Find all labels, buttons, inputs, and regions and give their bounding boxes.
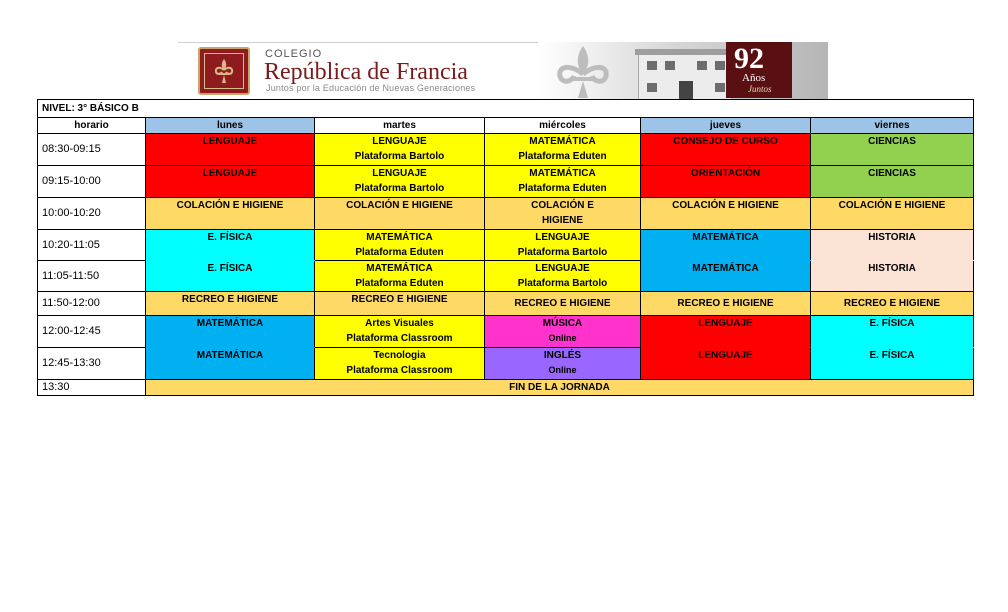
time-cell: 13:30 bbox=[38, 380, 146, 396]
time-cell: 11:05-11:50 bbox=[38, 261, 146, 292]
class-cell bbox=[315, 134, 485, 166]
class-cell bbox=[641, 134, 811, 166]
break-cell bbox=[315, 292, 485, 316]
class-cell bbox=[485, 316, 641, 348]
class-cell bbox=[485, 348, 641, 380]
class-cell bbox=[811, 261, 974, 292]
time-cell: 09:15-10:00 bbox=[38, 166, 146, 198]
school-name: República de Francia bbox=[264, 59, 468, 85]
subject-label: E. FÍSICA bbox=[207, 263, 253, 274]
subject-label: MATEMÁTICA bbox=[196, 350, 264, 361]
class-cell bbox=[811, 166, 974, 198]
time-cell: 11:50-12:00 bbox=[38, 292, 146, 316]
table-row bbox=[38, 198, 974, 230]
class-cell bbox=[485, 166, 641, 198]
break-label: COLACIÓN E HIGIENE bbox=[672, 200, 779, 211]
subject-label: E. FÍSICA bbox=[207, 232, 253, 243]
table-row bbox=[38, 261, 974, 292]
time-cell: 12:45-13:30 bbox=[38, 348, 146, 380]
platform-label: Plataforma Bartolo bbox=[517, 247, 608, 258]
class-cell bbox=[641, 316, 811, 348]
class-cell bbox=[315, 230, 485, 261]
class-cell bbox=[315, 166, 485, 198]
subject-label: LENGUAJE bbox=[535, 263, 590, 274]
break-label: RECREO E HIGIENE bbox=[181, 294, 279, 305]
class-cell bbox=[146, 316, 315, 348]
end-of-day-label: FIN DE LA JORNADA bbox=[509, 382, 610, 393]
break-label: COLACIÓN E HIGIENE bbox=[346, 200, 453, 211]
time-cell: 08:30-09:15 bbox=[38, 134, 146, 166]
column-header-lunes: lunes bbox=[146, 118, 315, 134]
school-label: COLEGIO bbox=[265, 48, 323, 60]
class-cell bbox=[146, 261, 315, 292]
subject-label: MATEMÁTICA bbox=[366, 232, 433, 243]
table-row bbox=[38, 348, 974, 380]
subject-label: E. FÍSICA bbox=[869, 350, 915, 361]
break-label: RECREO E HIGIENE bbox=[514, 298, 611, 309]
break-label: RECREO E HIGIENE bbox=[843, 298, 941, 309]
break-cell bbox=[146, 292, 315, 316]
subject-label: E. FÍSICA bbox=[869, 318, 915, 329]
level-title: NIVEL: 3° BÁSICO B bbox=[38, 100, 974, 118]
column-header-horario: horario bbox=[38, 118, 146, 134]
table-row bbox=[38, 380, 974, 396]
subject-label: HISTORIA bbox=[868, 232, 916, 243]
fleur-de-lis-icon bbox=[538, 44, 628, 98]
table-row bbox=[38, 134, 974, 166]
platform-label: Plataforma Classroom bbox=[346, 365, 453, 376]
subject-label: CIENCIAS bbox=[868, 136, 916, 147]
school-building-image bbox=[638, 54, 732, 100]
break-label: RECREO E HIGIENE bbox=[677, 298, 774, 309]
class-cell bbox=[146, 348, 315, 380]
platform-label: Plataforma Bartolo bbox=[354, 151, 445, 162]
class-cell bbox=[641, 261, 811, 292]
time-cell: 12:00-12:45 bbox=[38, 316, 146, 348]
subject-label: LENGUAJE bbox=[372, 168, 427, 179]
table-row bbox=[38, 316, 974, 348]
subject-label: LENGUAJE bbox=[535, 232, 590, 243]
subject-label: LENGUAJE bbox=[698, 350, 753, 361]
subject-label: MATEMÁTICA bbox=[529, 168, 596, 179]
break-cell bbox=[811, 198, 974, 230]
subject-label: LENGUAJE bbox=[202, 168, 258, 179]
online-label: Online bbox=[548, 365, 577, 375]
break-cell bbox=[641, 292, 811, 316]
school-photo bbox=[538, 42, 828, 100]
subject-label: LENGUAJE bbox=[202, 136, 258, 147]
platform-label: Plataforma Eduten bbox=[355, 247, 444, 258]
subject-label: LENGUAJE bbox=[372, 136, 427, 147]
anniversary-number: 92 bbox=[734, 42, 764, 75]
subject-label: MÚSICA bbox=[542, 318, 583, 329]
platform-label: Plataforma Bartolo bbox=[517, 278, 608, 289]
column-header-martes: martes bbox=[315, 118, 485, 134]
table-row bbox=[38, 166, 974, 198]
time-cell: 10:00-10:20 bbox=[38, 198, 146, 230]
subject-label: CIENCIAS bbox=[868, 168, 916, 179]
class-cell bbox=[315, 348, 485, 380]
subject-label: MATEMÁTICA bbox=[692, 232, 759, 243]
column-header-miercoles: miércoles bbox=[485, 118, 641, 134]
class-cell bbox=[315, 316, 485, 348]
class-cell bbox=[811, 134, 974, 166]
class-cell bbox=[811, 316, 974, 348]
break-label: COLACIÓN E bbox=[531, 200, 594, 211]
break-label: COLACIÓN E HIGIENE bbox=[176, 200, 284, 211]
school-crest-icon bbox=[198, 47, 250, 95]
class-cell bbox=[146, 230, 315, 261]
anniversary-label: Años bbox=[742, 72, 766, 84]
subject-label: INGLÉS bbox=[543, 350, 582, 361]
break-cell bbox=[811, 292, 974, 316]
platform-label: Plataforma Classroom bbox=[346, 333, 453, 344]
class-cell bbox=[315, 261, 485, 292]
column-header-jueves: jueves bbox=[641, 118, 811, 134]
class-cell bbox=[641, 230, 811, 261]
subject-label: Artes Visuales bbox=[365, 318, 434, 329]
class-cell bbox=[811, 230, 974, 261]
class-schedule-table bbox=[37, 99, 974, 396]
class-cell bbox=[811, 348, 974, 380]
break-cell bbox=[485, 292, 641, 316]
anniversary-subtitle: Juntos bbox=[748, 84, 772, 94]
class-cell bbox=[485, 261, 641, 292]
end-of-day-cell bbox=[146, 380, 974, 396]
break-label: COLACIÓN E HIGIENE bbox=[838, 200, 946, 211]
subject-label: MATEMÁTICA bbox=[692, 263, 759, 274]
school-banner bbox=[178, 42, 828, 100]
anniversary-badge bbox=[726, 42, 792, 98]
class-cell bbox=[641, 348, 811, 380]
column-header-viernes: viernes bbox=[811, 118, 974, 134]
class-cell bbox=[485, 230, 641, 261]
subject-label: MATEMÁTICA bbox=[529, 136, 596, 147]
platform-label: Plataforma Eduten bbox=[518, 151, 607, 162]
subject-label: ORIENTACIÓN bbox=[690, 168, 761, 179]
break-label: HIGIENE bbox=[541, 215, 584, 226]
class-cell bbox=[146, 134, 315, 166]
class-cell bbox=[485, 134, 641, 166]
break-cell bbox=[485, 198, 641, 230]
platform-label: Plataforma Eduten bbox=[518, 183, 607, 194]
subject-label: HISTORIA bbox=[868, 263, 916, 274]
break-label: RECREO E HIGIENE bbox=[351, 294, 448, 305]
class-cell bbox=[146, 166, 315, 198]
subject-label: MATEMÁTICA bbox=[196, 318, 264, 329]
break-cell bbox=[641, 198, 811, 230]
online-label: Online bbox=[548, 333, 577, 343]
school-tagline: Juntos por la Educación de Nuevas Generaciones bbox=[266, 83, 476, 93]
break-cell bbox=[315, 198, 485, 230]
subject-label: MATEMÁTICA bbox=[366, 263, 433, 274]
subject-label: Tecnologia bbox=[373, 350, 426, 361]
platform-label: Plataforma Eduten bbox=[355, 278, 444, 289]
time-cell: 10:20-11:05 bbox=[38, 230, 146, 261]
subject-label: LENGUAJE bbox=[698, 318, 753, 329]
class-cell bbox=[641, 166, 811, 198]
table-row bbox=[38, 230, 974, 261]
break-cell bbox=[146, 198, 315, 230]
subject-label: CONSEJO DE CURSO bbox=[673, 136, 778, 147]
table-row bbox=[38, 292, 974, 316]
platform-label: Plataforma Bartolo bbox=[354, 183, 445, 194]
